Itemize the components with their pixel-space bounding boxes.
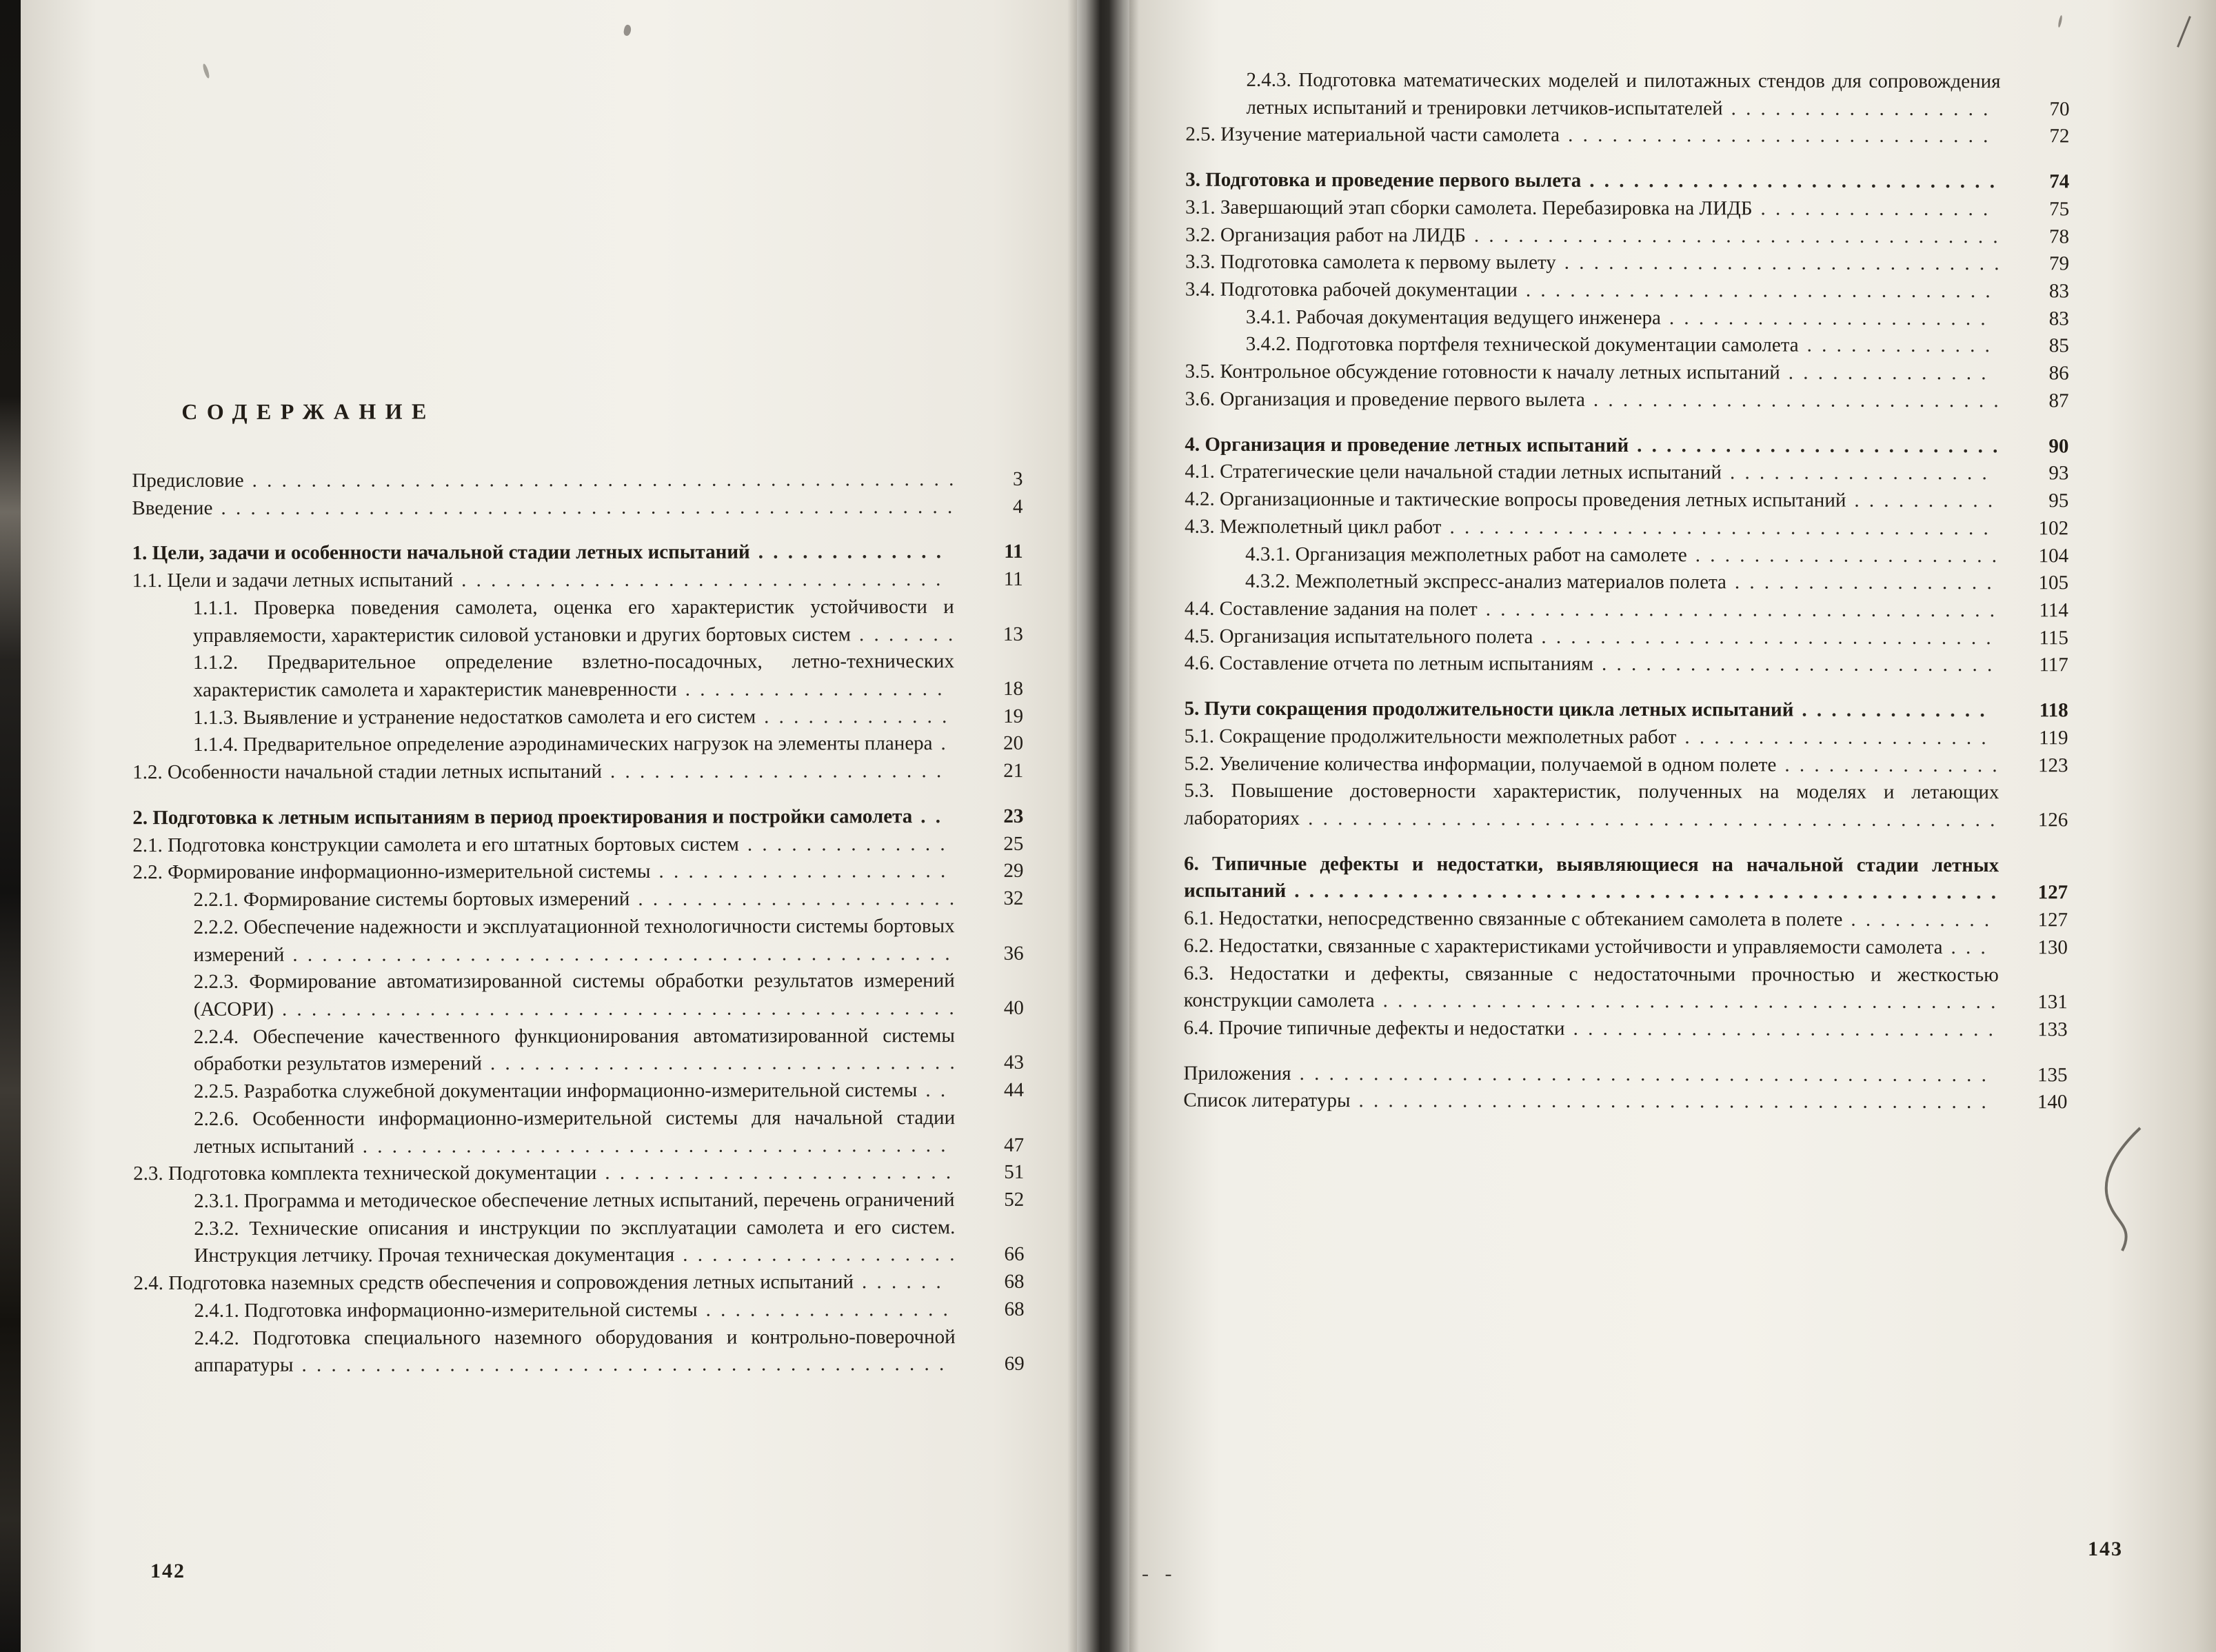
- toc-entry: [1185, 723, 2068, 752]
- dot-leader: . . . . . . . . . . . . . . . . . . . . . . . . . . . . . . . . . . . . . . . . . . . . . .: [281, 996, 954, 1020]
- toc-entry-title: 3.4.2. Подготовка портфеля технической документации самолета: [1245, 333, 1799, 356]
- toc-entry: [1185, 276, 2069, 305]
- dot-leader: . . . . . . . . . . . . .: [1802, 698, 1985, 722]
- toc-entry-title: 1.1.1. Проверка поведения самолета, оценка его характеристик устойчивости и управляемости, характеристик силовой установки и других бортовых систем: [192, 595, 954, 647]
- toc-entry-page: 86: [2048, 362, 2069, 385]
- toc-title: СОДЕРЖАНИЕ: [181, 399, 436, 425]
- toc-entry-title: 2.2.1. Формирование системы бортовых измерений: [193, 887, 630, 911]
- toc-entry-page: 79: [2048, 252, 2070, 275]
- toc-entry-page: 130: [2037, 936, 2068, 959]
- toc-entry-page: 85: [2048, 334, 2069, 357]
- toc-entry-page: 114: [2039, 599, 2068, 622]
- toc-entry-title: 4.5. Организация испытательного полета: [1184, 625, 1533, 648]
- toc-entry-title: 4. Организация и проведение летных испытаний: [1185, 433, 1629, 456]
- toc-entry-page: 140: [2037, 1091, 2068, 1114]
- toc-entry: [1185, 696, 2068, 725]
- toc-entry: [1185, 194, 2069, 223]
- dot-leader: . . . . . . . . . . . . . . . . . . . . . .: [638, 887, 955, 910]
- toc-entry-page: 117: [2039, 654, 2068, 676]
- toc-entry-title: 2.2. Формирование информационно-измерительной системы: [132, 860, 651, 884]
- toc-entry: [1185, 541, 2068, 570]
- toc-entry-page: 135: [2037, 1063, 2068, 1087]
- toc-entry-title: 1.1. Цели и задачи летных испытаний: [132, 569, 454, 592]
- toc-entry: [1185, 513, 2068, 542]
- dot-leader: . . . . . . . . . . . . . . . . . . . . . . . . . . . . . . . . . . . . . . . . . . . . . . . . . .: [221, 495, 953, 519]
- toc-entry-page: 74: [2049, 170, 2070, 193]
- toc-entry-title: 3.6. Организация и проведение первого вылета: [1185, 387, 1585, 411]
- toc-entry-title: 1. Цели, задачи и особенности начальной стадии летных испытаний: [132, 541, 750, 565]
- dot-leader: . . . . . . . . . . . . . . . . . .: [685, 678, 943, 701]
- toc-entry-title: 2.3.1. Программа и методическое обеспечение летных испытаний, перечень ограничений: [194, 1189, 955, 1212]
- toc-entry-page: 20: [1003, 732, 1024, 755]
- toc-entry-title: 3.4.1. Рабочая документация ведущего инженера: [1245, 305, 1661, 329]
- toc-entry-page: 3: [1012, 467, 1023, 490]
- toc-entry: [1185, 623, 2068, 652]
- dot-leader: . . . . . . . . . . . . . . . . . . . . . . . . . . . . . . . . . . . . . . . . . . . . . . .: [1308, 807, 1995, 832]
- toc-entry-page: 52: [1004, 1188, 1025, 1211]
- toc-entry-page: 126: [2037, 809, 2068, 832]
- toc-entry-title: 4.3.2. Межполетный экспресс-анализ материалов полета: [1245, 570, 1726, 594]
- left-page: [131, 0, 1024, 1380]
- toc-entry-page: 11: [1004, 541, 1023, 563]
- toc-entry: [1185, 331, 2069, 360]
- dot-leader: . . . . . . . . . . . . .: [1806, 334, 1990, 357]
- dot-leader: . . . . . . . . . .: [1851, 908, 1990, 931]
- toc-entry: [1185, 67, 2069, 123]
- dot-leader: . . . . . . . . . . . . . . . . .: [705, 1298, 948, 1321]
- dot-leader: . . . . . . . . . . . . . . . . . . . . . . . . . . . . . . . . . . . . . . . . . . . . . . . .: [1294, 880, 1997, 904]
- toc-entry-page: 127: [2037, 909, 2068, 931]
- dot-leader: . . . . . . . . . . . . . . . . . . . . . . . . . . .: [1601, 653, 1993, 676]
- toc-entry-title: 6.2. Недостатки, связанные с характеристиками устойчивости и управляемости самолета: [1183, 934, 1943, 958]
- toc-entry-title: 5.3. Повышение достоверности характеристик, полученных на моделях и летающих лабораториях: [1184, 779, 2000, 829]
- dot-leader: . . . . . . . . . . . . . . . . . . . . . . . . . . . . .: [1568, 124, 1988, 148]
- toc-entry-title: 1.2. Особенности начальной стадии летных испытаний: [132, 760, 602, 784]
- toc-entry: [133, 967, 1024, 1024]
- toc-entry-page: 75: [2049, 198, 2070, 221]
- page-number-left: 142: [150, 1560, 185, 1582]
- toc-entry-title: 2.4.2. Подготовка специального наземного оборудования и контрольно-поверочной аппаратуры: [194, 1325, 956, 1377]
- toc-entry-page: 21: [1003, 760, 1024, 783]
- toc-entry-page: 119: [2039, 727, 2068, 749]
- toc-entry: [132, 494, 1023, 523]
- toc-entry-title: 5.1. Сокращение продолжительности межполетных работ: [1184, 725, 1677, 748]
- toc-entry: [1184, 778, 2068, 834]
- pen-mark: [2074, 1124, 2157, 1258]
- toc-entry-title: 2.2.4. Обеспечение качественного функционирования автоматизированной системы обработки результатов измерений: [193, 1024, 955, 1076]
- dot-leader: . . . . . . . . . . . . . . . . . . . . . . . . . . . .: [1593, 388, 1999, 412]
- toc-entry-page: 13: [1003, 623, 1023, 645]
- toc-entry-page: 95: [2048, 490, 2069, 512]
- toc-entry: [132, 648, 1023, 705]
- toc-entry-title: 6. Типичные дефекты и недостатки, выявляющиеся на начальной стадии летных испытаний: [1184, 852, 2000, 903]
- dot-leader: . . . . . . . . . . . . . . . . . . . . . . . . .: [1637, 434, 1998, 457]
- toc-entry-title: 4.3. Межполетный цикл работ: [1185, 515, 1442, 538]
- toc-entry-page: 93: [2048, 462, 2069, 485]
- toc-entry: [1185, 221, 2069, 250]
- dot-leader: . . . . . . . . . . . . . . . . . . . . . . .: [610, 760, 942, 783]
- toc-entry: [132, 466, 1023, 495]
- dot-leader: . . . . . . . . . . . . .: [758, 541, 942, 563]
- toc-entry: [1185, 459, 2068, 487]
- dot-leader: .: [940, 732, 946, 755]
- toc-right-column: [1183, 67, 2069, 1117]
- dot-leader: . . . . . . . . . . . . .: [764, 705, 947, 728]
- toc-entry-page: 44: [1003, 1078, 1025, 1102]
- toc-entry: [132, 885, 1023, 914]
- toc-entry-title: 2.2.6. Особенности информационно-измерительной системы для начальной стадии летных испытаний: [194, 1106, 956, 1158]
- toc-entry-title: 2.4. Подготовка наземных средств обеспечения и сопровождения летных испытаний: [133, 1271, 854, 1295]
- toc-entry-title: 3.4. Подготовка рабочей документации: [1185, 278, 1518, 301]
- toc-entry: [1185, 596, 2068, 625]
- toc-entry: [132, 566, 1023, 595]
- toc-entry-title: 5.2. Увеличение количества информации, получаемой в одном полете: [1184, 752, 1777, 776]
- toc-entry: [1185, 386, 2069, 415]
- toc-entry: [132, 703, 1023, 732]
- toc-entry: [1185, 249, 2069, 278]
- toc-entry-page: 66: [1004, 1243, 1025, 1266]
- dot-leader: . . . . . . . . . . . . . . . . . . . . . . . . . . . . . . . . . . . . . . . . . . . . . . . .: [252, 468, 954, 492]
- toc-entry: [1185, 650, 2068, 679]
- toc-entry: [1185, 303, 2069, 332]
- dot-leader: . . . . . . . . . . . . . .: [1788, 361, 1986, 385]
- dot-leader: . . . . . . . . . . . . . . . .: [1760, 197, 1988, 220]
- dot-leader: . . . . . . . . . . . . . . . . . . . .: [658, 860, 946, 883]
- toc-entry: [133, 913, 1024, 969]
- toc-entry-title: Приложения: [1183, 1062, 1291, 1085]
- toc-entry-page: 90: [2048, 434, 2069, 457]
- toc-entry-page: 70: [2049, 98, 2070, 121]
- toc-entry: [1184, 750, 2068, 779]
- dot-leader: . . . . . . . . . . . . . . . . . . . . . . . . . . . . . . . . . . . . . . . . . . .: [1358, 1089, 1986, 1114]
- toc-entry-title: 3.1. Завершающий этап сборки самолета. Перебазировка на ЛИДБ: [1185, 196, 1753, 220]
- toc-entry: [133, 1023, 1024, 1079]
- toc-entry: [132, 594, 1023, 650]
- toc-entry-title: Введение: [132, 496, 213, 519]
- toc-entry-title: 1.1.2. Предварительное определение взлетно-посадочных, летно-технических характеристик самолета и характеристик маневренности: [192, 650, 954, 702]
- toc-entry: [133, 1105, 1024, 1161]
- film-edge-strip: [0, 0, 21, 1652]
- toc-entry: [1185, 431, 2068, 460]
- toc-entry: [1185, 568, 2068, 597]
- toc-entry: [134, 1323, 1025, 1380]
- toc-entry: [133, 1159, 1024, 1188]
- dot-leader: . . . . . . . . . . . . . . . . . . . . . . . . . . . . . . . . .: [461, 568, 941, 592]
- toc-entry: [1183, 1060, 2067, 1089]
- toc-entry-page: 47: [1004, 1134, 1025, 1156]
- dot-leader: . . . . . . . . . . . . . . . . . . . . . . . . . . . . . . . . . . . . . . . . . .: [1382, 989, 1996, 1014]
- toc-entry: [133, 1214, 1024, 1271]
- binding-gutter-shadow: [1067, 0, 1139, 1652]
- toc-entry-title: 2.3. Подготовка комплекта технической документации: [133, 1162, 597, 1185]
- toc-entry-title: 2.4.1. Подготовка информационно-измерительной системы: [194, 1298, 698, 1322]
- toc-entry-page: 123: [2037, 754, 2068, 776]
- dot-leader: . . . . . . . . . . . . . . . . . .: [1734, 571, 1992, 594]
- toc-entry: [132, 730, 1023, 759]
- toc-entry: [133, 1187, 1024, 1216]
- toc-entry-page: 4: [1013, 495, 1023, 518]
- toc-entry: [132, 858, 1023, 887]
- dot-leader: . . . . . . . . . . . . . . . . . . . . . . . . . . . . . . .: [1541, 625, 1991, 649]
- toc-entry-page: 104: [2038, 544, 2069, 567]
- toc-entry-page: 40: [1003, 996, 1024, 1019]
- dot-leader: . .: [925, 1079, 946, 1102]
- toc-entry: [1183, 1087, 2067, 1116]
- toc-entry-page: 83: [2048, 280, 2069, 303]
- toc-entry: [134, 1296, 1025, 1325]
- dot-leader: . . . . . . . . . . . . . . .: [1784, 754, 1997, 776]
- toc-entry: [1184, 850, 2068, 907]
- toc-left-column: [132, 466, 1024, 1380]
- toc-entry-title: 3.3. Подготовка самолета к первому вылету: [1185, 250, 1556, 274]
- toc-entry-page: 105: [2038, 572, 2069, 594]
- toc-entry: [132, 538, 1023, 567]
- toc-entry-title: 6.3. Недостатки и дефекты, связанные с недостаточными прочностью и жесткостью конструкции самолета: [1183, 962, 1999, 1012]
- toc-entry-page: 18: [1003, 677, 1024, 700]
- toc-entry-page: 43: [1003, 1051, 1024, 1074]
- page-number-right: 143: [2088, 1538, 2123, 1560]
- toc-entry-title: 1.1.4. Предварительное определение аэродинамических нагрузок на элементы планера: [193, 732, 933, 756]
- dot-leader: . . . . . . . . . . . . . . . . . . . . . . . . . . . . . . . . . . .: [1485, 598, 1995, 622]
- toc-entry-page: 11: [1003, 568, 1023, 591]
- toc-entry: [133, 1077, 1024, 1106]
- toc-entry-page: 102: [2038, 517, 2069, 540]
- toc-entry-page: 78: [2049, 225, 2070, 248]
- toc-entry: [132, 803, 1023, 832]
- toc-entry-title: 3.5. Контрольное обсуждение готовности к началу летных испытаний: [1185, 360, 1780, 384]
- toc-entry-page: 83: [2048, 308, 2069, 330]
- toc-entry-page: 127: [2037, 881, 2068, 904]
- toc-entry-title: 6.4. Прочие типичные дефекты и недостатки: [1183, 1016, 1565, 1040]
- dot-leader: . . . . . . . . . . . . . . . . . . . . . . . . . . . . . . . . . . . . . . . . . . . . .: [292, 942, 950, 966]
- toc-entry-page: 118: [2039, 699, 2068, 722]
- dot-leader: . . . . . . . . . . . . . . . . . . .: [683, 1243, 955, 1267]
- toc-entry-page: 133: [2037, 1018, 2068, 1041]
- dot-leader: . . . . . . . . . . . . . . . . . . . . .: [1695, 543, 1997, 567]
- toc-entry-page: 69: [1004, 1353, 1025, 1376]
- dot-leader: . . . . . . .: [858, 623, 954, 645]
- toc-entry-page: 68: [1004, 1298, 1025, 1320]
- toc-entry-title: 2.1. Подготовка конструкции самолета и его штатных бортовых систем: [132, 833, 739, 856]
- toc-entry-title: 4.3.1. Организация межполетных работ на самолете: [1245, 543, 1687, 566]
- toc-entry: [132, 830, 1023, 859]
- dot-leader: . . . . . . . . . . . . . . . . . . . . . . . . . . . . .: [1573, 1017, 1993, 1041]
- toc-entry-page: 19: [1003, 705, 1024, 727]
- dot-leader: . . . . . . . . . . . . . . . . . . . . . . . . . . . . . . . . . . . . . . . . . . . . . . .: [1299, 1062, 1986, 1086]
- toc-entry-title: 2. Подготовка к летным испытаниям в период проектирования и постройки самолета: [132, 805, 913, 829]
- toc-entry: [133, 1269, 1024, 1298]
- toc-entry: [1185, 167, 2069, 196]
- toc-entry-page: 36: [1003, 942, 1024, 965]
- gutter-dash-mark: - -: [1142, 1562, 1178, 1585]
- dot-leader: . . . . . . . . . . . . . . . . . . . . . . . . . . . .: [1589, 170, 1995, 193]
- toc-entry-title: 4.1. Стратегические цели начальной стадии летных испытаний: [1185, 461, 1722, 484]
- dot-leader: . . . . . . . . . . . . . . . . . . . . . . . . . . . . . . . .: [1525, 279, 1991, 303]
- dot-leader: . . . . . . . . . . . . . . . . . . . . . . . . . . . . . . . . . . . . . . . . . . . .: [301, 1353, 945, 1376]
- dot-leader: . .: [920, 805, 941, 828]
- toc-entry: [132, 758, 1023, 787]
- toc-entry-title: 5. Пути сокращения продолжительности цикла летных испытаний: [1184, 697, 1794, 721]
- toc-entry-title: 4.2. Организационные и тактические вопросы проведения летных испытаний: [1185, 487, 1846, 512]
- toc-entry-title: 4.6. Составление отчета по летным испытаниям: [1184, 652, 1594, 676]
- dot-leader: . . . . . . . . . . . . . . . . . . . . . . . . . . . . . . . . . . . . . . . .: [362, 1134, 946, 1158]
- dot-leader: . . . . . . . . . . . . . . . . . . . . . . . . . . . . . . . . . . . .: [1473, 224, 1998, 248]
- toc-entry-title: 3. Подготовка и проведение первого вылета: [1185, 168, 1582, 192]
- right-page: [1183, 67, 2069, 1117]
- toc-entry-title: 2.3.2. Технические описания и инструкции по эксплуатации самолета и его систем. Инструкция летчику. Прочая техническая документация: [194, 1216, 956, 1267]
- dot-leader: . . . . . . . . . . . . . . . . . .: [1731, 97, 1988, 120]
- toc-entry-page: 25: [1003, 832, 1024, 855]
- dot-leader: . . . . . . . . . . . . . . . . . . . . . . . . . . . . . . . . . . . . .: [1449, 516, 1988, 539]
- toc-entry-title: 6.1. Недостатки, непосредственно связанные с обтеканием самолета в полете: [1183, 907, 1843, 931]
- toc-entry-page: 72: [2049, 125, 2070, 148]
- toc-entry-title: 4.4. Составление задания на полет: [1184, 597, 1478, 621]
- dot-leader: . . . . . . . . . . . . . . . . . .: [1729, 461, 1987, 485]
- toc-entry-title: 2.2.2. Обеспечение надежности и эксплуатационной технологичности системы бортовых измерений: [193, 914, 955, 966]
- toc-entry-title: 2.2.5. Разработка служебной документации информационно-измерительной системы: [193, 1079, 918, 1103]
- toc-entry-title: Список литературы: [1183, 1089, 1351, 1112]
- toc-entry: [1184, 1015, 2068, 1044]
- dot-leader: . . . . . . . . . . . . . . . . . . . . .: [1684, 725, 1986, 749]
- toc-entry-title: Предисловие: [132, 469, 244, 492]
- toc-entry-page: 32: [1003, 887, 1024, 909]
- toc-entry-title: 2.5. Изучение материальной части самолета: [1185, 123, 1560, 147]
- toc-entry: [1184, 960, 2068, 1016]
- dot-leader: . . . . . . . . . . . . . . . . . . . . . . . . . . . . . .: [1564, 252, 2000, 275]
- toc-entry-page: 23: [1003, 805, 1024, 827]
- toc-entry: [1184, 933, 2068, 962]
- toc-entry-page: 115: [2039, 626, 2068, 649]
- toc-entry-page: 87: [2048, 390, 2069, 412]
- toc-entry: [1184, 905, 2068, 934]
- toc-entry: [1185, 359, 2069, 387]
- toc-entry-title: 1.1.3. Выявление и устранение недостатков самолета и его систем: [193, 705, 756, 729]
- toc-entry-page: 131: [2037, 991, 2068, 1014]
- dot-leader: . . . . . . . . . . . . . .: [747, 832, 945, 856]
- dot-leader: . . . . . . . . . . . . . . . . . . . . . .: [1669, 306, 1986, 330]
- dot-leader: . . . . . .: [862, 1271, 941, 1293]
- dot-leader: . . . . . . . . . .: [1854, 489, 1993, 512]
- toc-entry: [1185, 121, 2069, 150]
- dot-leader: . . . . . . . . . . . . . . . . . . . . . . . . . . . . . . . .: [490, 1051, 955, 1075]
- toc-entry-title: 2.2.3. Формирование автоматизированной системы обработки результатов измерений (АСОРИ): [193, 969, 955, 1020]
- toc-entry-page: 29: [1003, 860, 1024, 883]
- toc-entry: [1185, 486, 2068, 515]
- dot-leader: . . . . . . . . . . . . . . . . . . . . . . . .: [605, 1161, 951, 1185]
- dot-leader: . . .: [1951, 936, 1986, 958]
- toc-entry-page: 51: [1004, 1161, 1025, 1184]
- toc-entry-page: 68: [1004, 1270, 1025, 1293]
- toc-entry-title: 2.4.3. Подготовка математических моделей и пилотажных стендов для сопровождения летных испытаний и тренировки летчиков-испытателей: [1246, 68, 2001, 120]
- toc-entry-title: 3.2. Организация работ на ЛИДБ: [1185, 223, 1466, 247]
